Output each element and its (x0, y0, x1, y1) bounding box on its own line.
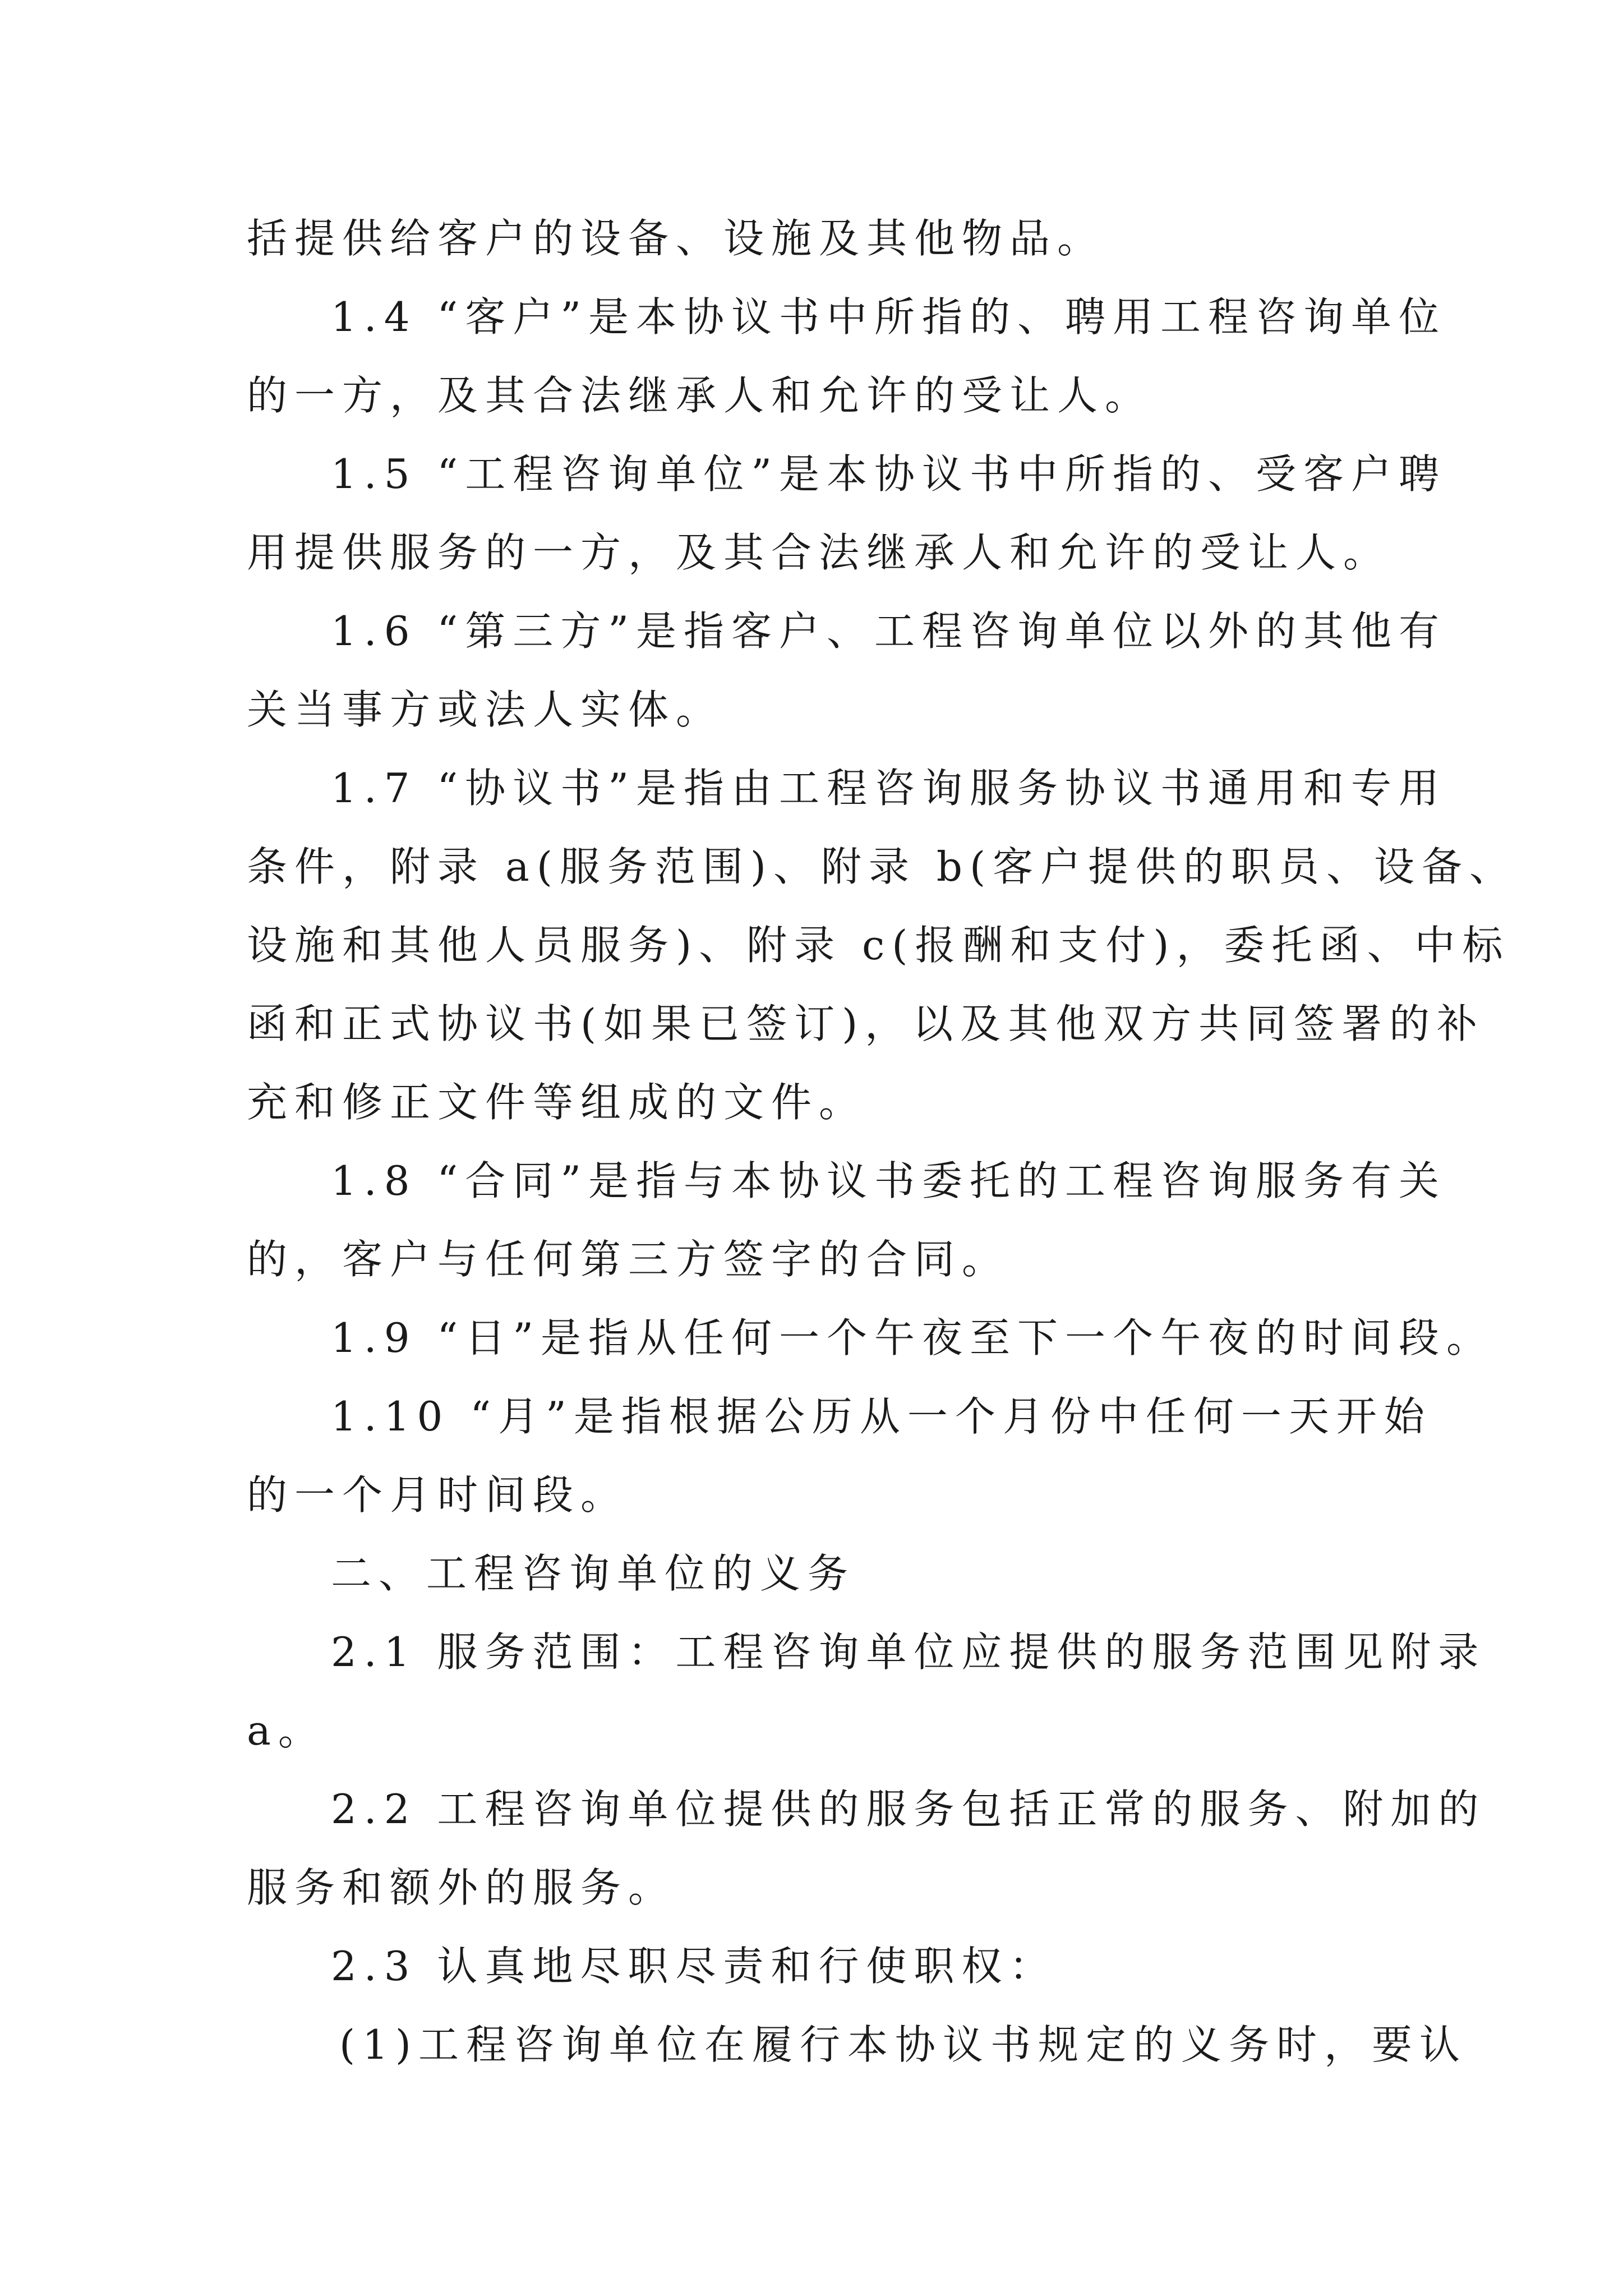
text-line: 设施和其他人员服务)、附录 c(报酬和支付)，委托函、中标 (247, 922, 1510, 969)
paragraph-1-7: 1.7 “协议书”是指由工程咨询服务协议书通用和专用 (331, 765, 1447, 812)
paragraph-2-3: 2.3 认真地尽职尽责和行使职权： (331, 1943, 1057, 1990)
text-line: 的一方，及其合法继承人和允许的受让人。 (247, 372, 1153, 419)
paragraph-1-5: 1.5 “工程咨询单位”是本协议书中所指的、受客户聘 (331, 450, 1447, 498)
text-line: a。 (247, 1707, 326, 1754)
text-line: 关当事方或法人实体。 (247, 686, 724, 733)
document-body (247, 199, 1518, 2084)
text-line: 的一个月时间段。 (247, 1471, 629, 1519)
paragraph-2-2: 2.2 工程咨询单位提供的服务包括正常的服务、附加的 (331, 1786, 1486, 1833)
text-line: 括提供给客户的设备、设施及其他物品。 (247, 215, 1105, 262)
text-line: 充和修正文件等组成的文件。 (247, 1079, 867, 1126)
text-line: 服务和额外的服务。 (247, 1864, 676, 1911)
paragraph-1-8: 1.8 “合同”是指与本协议书委托的工程咨询服务有关 (331, 1157, 1447, 1204)
text-line: 函和正式协议书(如果已签订)，以及其他双方共同签署的补 (247, 1000, 1485, 1047)
paragraph-2-1: 2.1 服务范围：工程咨询单位应提供的服务范围见附录 (331, 1628, 1486, 1676)
text-line: 的，客户与任何第三方签字的合同。 (247, 1236, 1010, 1283)
section-heading: 二、工程咨询单位的义务 (331, 1550, 856, 1597)
text-line: 用提供服务的一方，及其合法继承人和允许的受让人。 (247, 529, 1391, 576)
paragraph-1-10: 1.10 “月”是指根据公历从一个月份中任何一天开始 (331, 1393, 1432, 1440)
text-line: 条件，附录 a(服务范围)、附录 b(客户提供的职员、设备、 (247, 843, 1518, 890)
paragraph-item-1: (1)工程咨询单位在履行本协议书规定的义务时，要认 (339, 2021, 1467, 2068)
paragraph-1-9: 1.9 “日”是指从任何一个午夜至下一个午夜的时间段。 (331, 1314, 1495, 1361)
paragraph-1-4: 1.4 “客户”是本协议书中所指的、聘用工程咨询单位 (331, 293, 1447, 341)
paragraph-1-6: 1.6 “第三方”是指客户、工程咨询单位以外的其他有 (331, 608, 1447, 655)
